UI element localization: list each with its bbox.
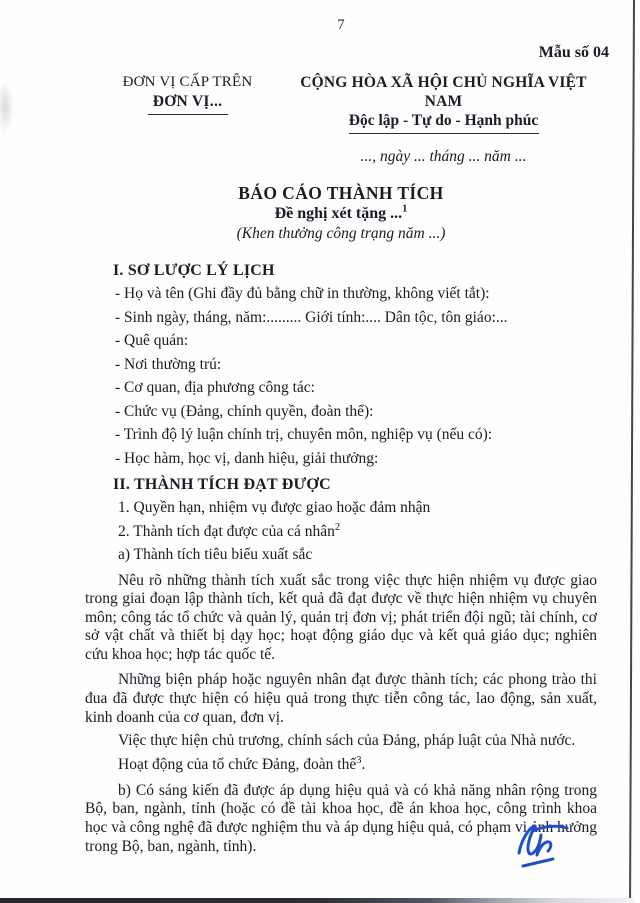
list-item-hometown: - Quê quán: [115,332,189,349]
subtitle-text: Đề nghị xét tặng ... [274,205,403,222]
paragraph-achievement-detail: Nêu rõ những thành tích xuất sắc trong việc thực hiện nhiệm vụ được giao trong giai đoạn lập thành tích, kết quả đã đạt được về thực hiện nhiệm vụ chuyên môn; công tác tổ chức và quản lý, quản trị đơn vị; phát triển đội ngũ; tài chính, cơ sở vật chất và thiết bị dạy học; hoạt động giáo dục và kết quả giáo dục; nghiên cứu khoa học; hợp tác quốc tế. [85,571,597,663]
party-activity-period: . [361,755,366,773]
handwritten-signature [505,813,583,875]
country-title-line: CỘNG HÒA XÃ HỘI CHỦ NGHĨA VIỆT NAM [300,74,587,110]
paragraph-initiative: b) Có sáng kiến đã được áp dụng hiệu quả và có khả năng nhân rộng trong Bộ, ban, ngành, tỉnh (hoặc có đề tài khoa học, đề án khoa học, công trình khoa học và công nghệ đã được nghiệm thu và áp dụng hiệu quả, có phạm vi ảnh hưởng trong Bộ, ban, ngành, tỉnh). [85,781,597,855]
footnote-marker-2: 2 [334,521,341,533]
document-title: BÁO CÁO THÀNH TÍCH [238,183,444,203]
unit-underline [148,114,228,115]
list-item-duties: 1. Quyền hạn, nhiệm vụ được giao hoặc đảm nhận [118,499,431,516]
footnote-marker-1: 1 [402,203,408,215]
date-place-line: ..., ngày ... tháng ... năm ... [360,148,527,165]
list-item-position: - Chức vụ (Đảng, chính quyền, đoàn thể): [115,402,374,420]
party-activity-text: Hoạt động của tổ chức Đảng, đoàn thể [118,755,357,773]
paragraph-measures: Những biện pháp hoặc nguyên nhân đạt được thành tích; các phong trào thi đua đã được thực hiện có hiệu quả trong thực tiễn công tác, lao động, sản xuất, kinh doanh của cơ quan, đơn vị. [85,671,597,726]
paragraph-policy: Việc thực hiện chủ trương, chính sách của Đảng, pháp luật của Nhà nước. [118,732,576,750]
footnote-marker-3: 3 [356,754,362,766]
form-number-label: Mẫu số 04 [538,44,609,61]
list-item-titles: - Học hàm, học vị, danh hiệu, giải thưởng: [115,449,379,467]
list-item-workplace: - Cơ quan, địa phương công tác: [115,379,315,396]
superior-unit-line: ĐƠN VỊ CẤP TRÊN [122,74,253,90]
section-1-heading: I. SƠ LƯỢC LÝ LỊCH [113,262,275,279]
motto-line: Độc lập - Tự do - Hạnh phúc [348,112,539,129]
header-issuing-unit [85,73,290,166]
document-title-note: (Khen thưởng công trạng năm ...) [236,225,446,242]
document-subtitle [85,204,597,224]
paragraph-party-activity [85,755,597,775]
scan-smudge-artifact [0,80,14,135]
list-item-qualification: - Trình độ lý luận chính trị, chuyên môn, nghiệp vụ (nếu có): [115,426,493,443]
motto-underline [349,133,539,134]
list-item-residence: - Nơi thường trú: [115,355,222,373]
header-national-motto [290,73,597,166]
list-item-fullname: - Họ và tên (Ghi đầy đủ bằng chữ in thường, không viết tắt): [115,285,490,302]
page-number: 7 [337,17,345,33]
list-item-outstanding: a) Thành tích tiêu biểu xuất sắc [118,546,313,563]
signature-underline-stroke [523,859,553,866]
document-content [85,0,609,856]
scan-paper-edge-line [629,0,635,903]
list-item-achievements [85,520,597,544]
list-item-birthdate: - Sinh ngày, tháng, năm:......... Giới tính:.... Dân tộc, tôn giáo:... [115,308,508,326]
achievements-text: 2. Thành tích đạt được của cá nhân [118,522,335,540]
document-title-block [85,182,597,244]
scan-bottom-bar [0,898,634,903]
signature-flourish-stroke [533,826,567,831]
section-2-heading: II. THÀNH TÍCH ĐẠT ĐƯỢC [113,476,331,493]
unit-line: ĐƠN VỊ... [152,93,223,110]
document-header [85,73,597,166]
